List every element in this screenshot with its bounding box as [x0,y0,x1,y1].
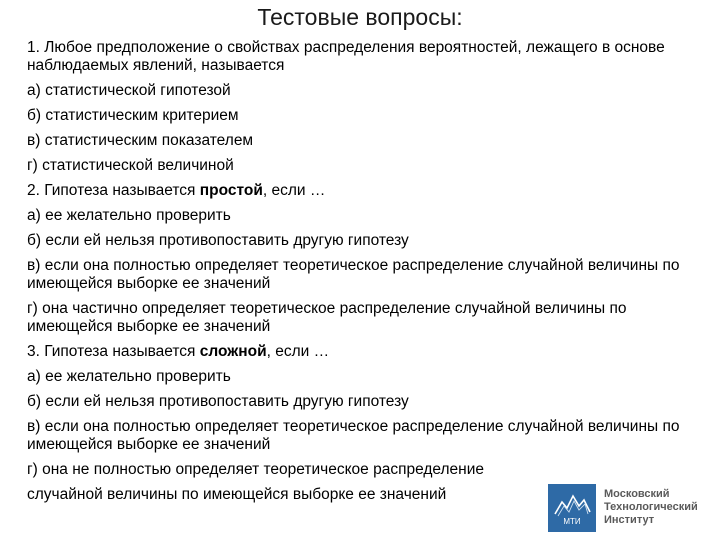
question-1: 1. Любое предположение о свойствах распределения вероятностей, лежащего в основе наблюдаемых явлений, называется [27,39,665,74]
q1-option-a: а) статистической гипотезой [27,82,231,99]
q3-option-d: г) она не полностью определяет теоретическое распределение [27,461,485,478]
logo-mark [548,484,596,532]
q3-option-c: в) если она полностью определяет теоретическое распределение случайной величины по имеющейся выборке ее значений [27,418,680,453]
q2-keyword: простой [199,182,263,199]
institute-logo [548,484,713,532]
q1-option-b: б) статистическим критерием [27,107,239,124]
q2-option-a: а) ее желательно проверить [27,207,231,224]
logo-line-2: Технологический [604,501,698,513]
q3-option-b: б) если ей нельзя противопоставить другую гипотезу [27,393,409,410]
question-3 [27,343,693,361]
q2-option-d: г) она частично определяет теоретическое распределение случайной величины по имеющейся выборке ее значений [27,300,627,335]
q1-option-d: г) статистической величиной [27,157,234,174]
q2-prefix: 2. Гипотеза называется [27,182,200,199]
q3-option-a: а) ее желательно проверить [27,368,231,385]
logo-line-1: Московский [604,488,670,500]
q3-option-d-continued: случайной величины по имеющейся выборке ее значений [27,486,447,503]
slide-body [27,39,693,511]
q3-keyword: сложной [199,343,267,360]
q3-suffix: , если … [266,343,330,360]
logo-abbr: МТИ [563,517,581,526]
q2-suffix: , если … [262,182,326,199]
q2-option-c: в) если она полностью определяет теоретическое распределение случайной величины по имеющейся выборке ее значений [27,257,680,292]
q2-option-b: б) если ей нельзя противопоставить другую гипотезу [27,232,409,249]
q1-option-c: в) статистическим показателем [27,132,254,149]
question-2 [27,182,693,200]
slide-title: Тестовые вопросы: [257,4,463,30]
logo-line-3: Институт [604,514,655,526]
q3-prefix: 3. Гипотеза называется [27,343,200,360]
logo-text [604,488,698,527]
